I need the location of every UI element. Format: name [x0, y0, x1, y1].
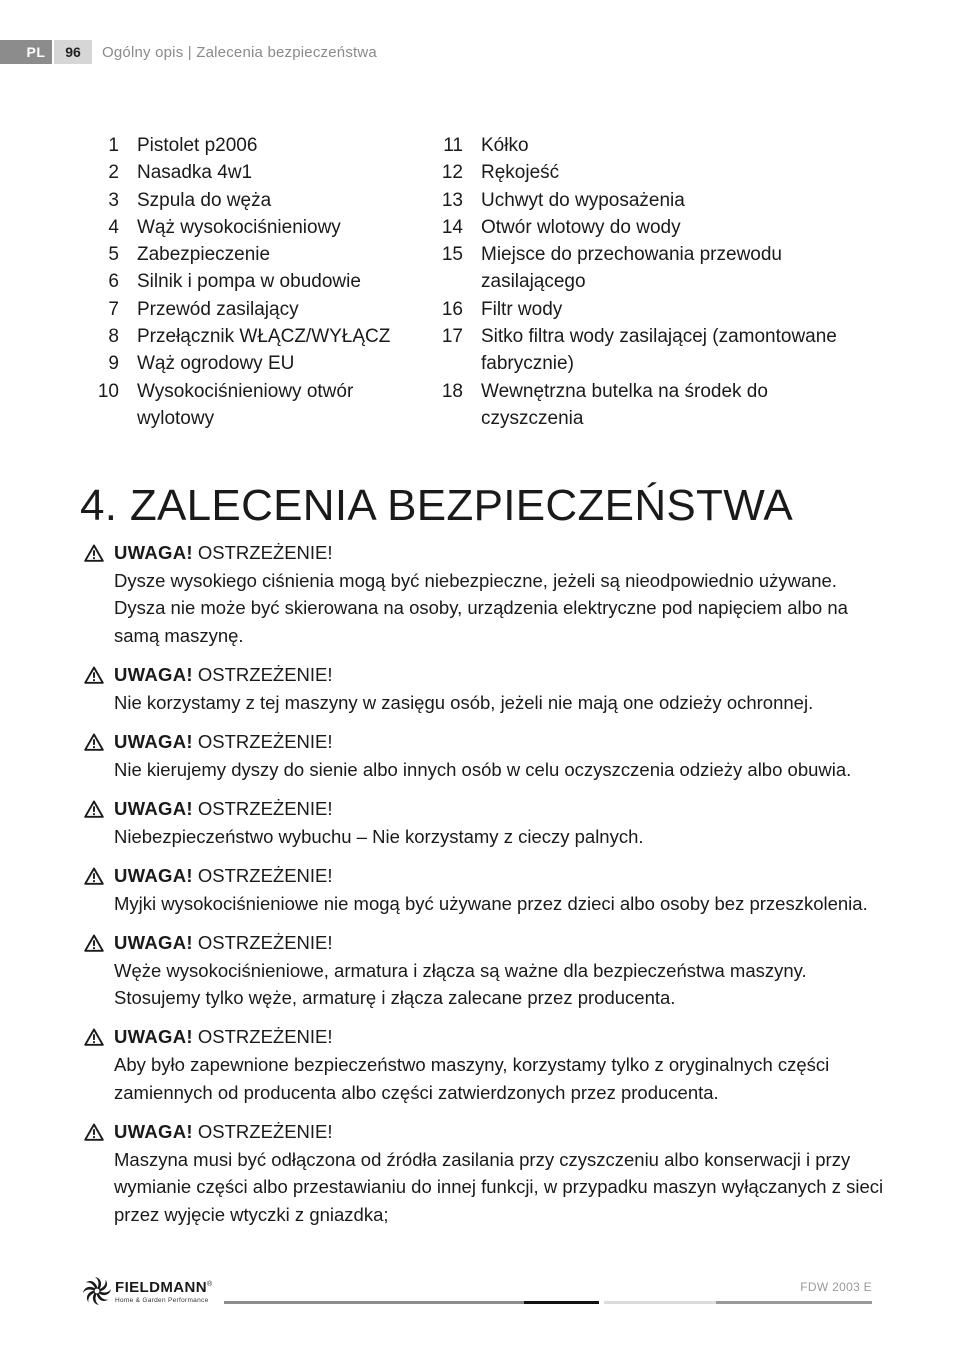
brand-tagline: Home & Garden Performance — [115, 1297, 209, 1304]
item-label: Pistolet p2006 — [137, 135, 258, 156]
warnings-list — [84, 539, 884, 1240]
warning-sublabel: OSTRZEŻENIE! — [197, 931, 333, 953]
model-number: FDW 2003 E — [800, 1280, 872, 1294]
footer-rule-grey — [224, 1301, 524, 1304]
item-number: 10 — [97, 380, 119, 402]
warning-text: Maszyna musi być odłączona od źródła zasilania przy czyszczeniu albo konserwacji i przy wymianie części albo przestawianiu do innej funkcji, w przypadku maszyn wyłączanych z sieci przez wyjęcie wtyczki z gniazdka; — [114, 1148, 884, 1225]
item-number: 12 — [441, 162, 463, 184]
page-header — [0, 40, 377, 64]
warning-label: UWAGA! — [114, 797, 193, 819]
warning-block — [84, 1024, 884, 1107]
item-label: Przewód zasilający — [137, 298, 299, 320]
list-item — [88, 214, 418, 241]
item-label: Zabezpieczenie — [137, 244, 271, 266]
list-item — [88, 187, 418, 214]
warning-sublabel: OSTRZEŻENIE! — [197, 1120, 333, 1142]
warning-triangle-icon — [84, 867, 104, 885]
item-label: Silnik i pompa w obudowie — [137, 271, 361, 293]
item-number: 6 — [108, 271, 119, 293]
list-item — [432, 132, 852, 159]
footer-rule-dark — [524, 1301, 599, 1304]
brand-wordmark: FIELDMANN — [115, 1279, 207, 1296]
warning-block — [84, 1118, 884, 1228]
breadcrumb: Ogólny opis | Zalecenia bezpieczeństwa — [102, 43, 377, 61]
warning-label: UWAGA! — [114, 1026, 193, 1048]
warning-text: Myjki wysokociśnieniowe nie mogą być używane przez dzieci albo osoby bez przeszkolenia. — [114, 892, 868, 914]
item-label: Nasadka 4w1 — [137, 162, 253, 184]
item-number: 3 — [108, 189, 119, 211]
item-label: Kółko — [481, 135, 529, 156]
warning-label: UWAGA! — [114, 931, 193, 953]
warning-text: Aby było zapewnione bezpieczeństwo maszyny, korzystamy tylko z oryginalnych części zamiennych od producenta albo części zatwierdzonych przez producenta. — [114, 1054, 830, 1103]
list-item — [88, 350, 418, 377]
warning-text: Dysze wysokiego ciśnienia mogą być niebezpieczne, jeżeli są nieodpowiednio używane. Dysza nie może być skierowana na osoby, urządzenia elektryczne pod napięciem albo na samą maszynę. — [114, 569, 848, 646]
item-number: 14 — [441, 216, 463, 238]
parts-list-right — [432, 132, 852, 432]
warning-sublabel: OSTRZEŻENIE! — [197, 797, 333, 819]
warning-text: Węże wysokociśnieniowe, armatura i złącza są ważne dla bezpieczeństwa maszyny. Stosujemy tylko węże, armaturę i złącza zalecane przez producenta. — [114, 959, 807, 1008]
item-label: Wysokociśnieniowy otwór wylotowy — [137, 380, 354, 429]
item-label: Wewnętrzna butelka na środek do czyszczenia — [481, 380, 768, 429]
item-label: Otwór wlotowy do wody — [481, 216, 681, 238]
item-label: Wąż ogrodowy EU — [137, 353, 295, 375]
list-item — [88, 323, 418, 350]
item-number: 13 — [441, 189, 463, 211]
warning-sublabel: OSTRZEŻENIE! — [197, 864, 333, 886]
fieldmann-fan-logo-icon — [82, 1276, 112, 1306]
list-item — [432, 187, 852, 214]
list-item — [432, 214, 852, 241]
warning-triangle-icon — [84, 934, 104, 952]
warning-triangle-icon — [84, 544, 104, 562]
item-number: 16 — [441, 298, 463, 320]
item-label: Rękojeść — [481, 162, 560, 184]
warning-label: UWAGA! — [114, 1120, 193, 1142]
page-number: 96 — [54, 40, 92, 64]
item-number: 11 — [443, 135, 463, 156]
item-number: 4 — [108, 216, 119, 238]
item-number: 7 — [108, 298, 119, 320]
list-item — [88, 296, 418, 323]
warning-block — [84, 539, 884, 649]
footer-rule-light — [604, 1301, 716, 1304]
warning-block — [84, 862, 884, 917]
item-label: Szpula do węża — [137, 189, 272, 211]
item-number: 5 — [108, 244, 119, 266]
item-label: Uchwyt do wyposażenia — [481, 189, 685, 211]
item-number: 18 — [441, 380, 463, 402]
warning-sublabel: OSTRZEŻENIE! — [197, 730, 333, 752]
warning-label: UWAGA! — [114, 864, 193, 886]
list-item — [88, 241, 418, 268]
item-number: 2 — [108, 162, 119, 184]
brand-logo — [82, 1276, 213, 1306]
warning-sublabel: OSTRZEŻENIE! — [197, 1026, 333, 1048]
list-item — [432, 241, 792, 296]
item-number: 15 — [441, 244, 463, 266]
item-number: 9 — [108, 353, 119, 375]
warning-label: UWAGA! — [114, 541, 193, 563]
warning-text: Nie kierujemy dyszy do sienie albo innych osób w celu oczyszczenia odzieży albo obuwia. — [114, 758, 852, 780]
item-number: 17 — [441, 326, 463, 348]
warning-text: Nie korzystamy z tej maszyny w zasięgu osób, jeżeli nie mają one odzieży ochronnej. — [114, 691, 814, 713]
list-item — [88, 268, 418, 295]
item-label: Filtr wody — [481, 298, 563, 320]
list-item — [432, 159, 852, 186]
warning-sublabel: OSTRZEŻENIE! — [197, 663, 333, 685]
warning-triangle-icon — [84, 800, 104, 818]
list-item — [88, 132, 418, 159]
language-tab: PL — [0, 40, 52, 64]
list-item — [432, 378, 777, 433]
section-title: 4. ZALECENIA BEZPIECZEŃSTWA — [80, 481, 794, 530]
warning-triangle-icon — [84, 1123, 104, 1141]
warning-block — [84, 929, 884, 1012]
brand-name — [115, 1277, 213, 1296]
warning-label: UWAGA! — [114, 663, 193, 685]
warning-block — [84, 795, 884, 850]
warning-block — [84, 728, 884, 783]
list-item — [432, 296, 852, 323]
warning-triangle-icon — [84, 733, 104, 751]
warning-triangle-icon — [84, 666, 104, 684]
list-item — [88, 159, 418, 186]
warning-label: UWAGA! — [114, 730, 193, 752]
item-label: Wąż wysokociśnieniowy — [137, 216, 341, 238]
item-label: Miejsce do przechowania przewodu zasilającego — [481, 244, 782, 293]
trademark-symbol: ® — [206, 1281, 213, 1288]
parts-list-left — [88, 132, 418, 432]
item-number: 8 — [108, 326, 119, 348]
list-item — [88, 378, 368, 433]
warning-block — [84, 661, 884, 716]
item-number: 1 — [108, 135, 119, 156]
list-item — [432, 323, 842, 378]
warning-triangle-icon — [84, 1028, 104, 1046]
warning-sublabel: OSTRZEŻENIE! — [197, 541, 333, 563]
item-label: Przełącznik WŁĄCZ/WYŁĄCZ — [137, 326, 391, 348]
footer-rule-mid — [716, 1301, 872, 1304]
item-label: Sitko filtra wody zasilającej (zamontowane fabrycznie) — [481, 326, 837, 375]
warning-text: Niebezpieczeństwo wybuchu – Nie korzystamy z cieczy palnych. — [114, 825, 644, 847]
